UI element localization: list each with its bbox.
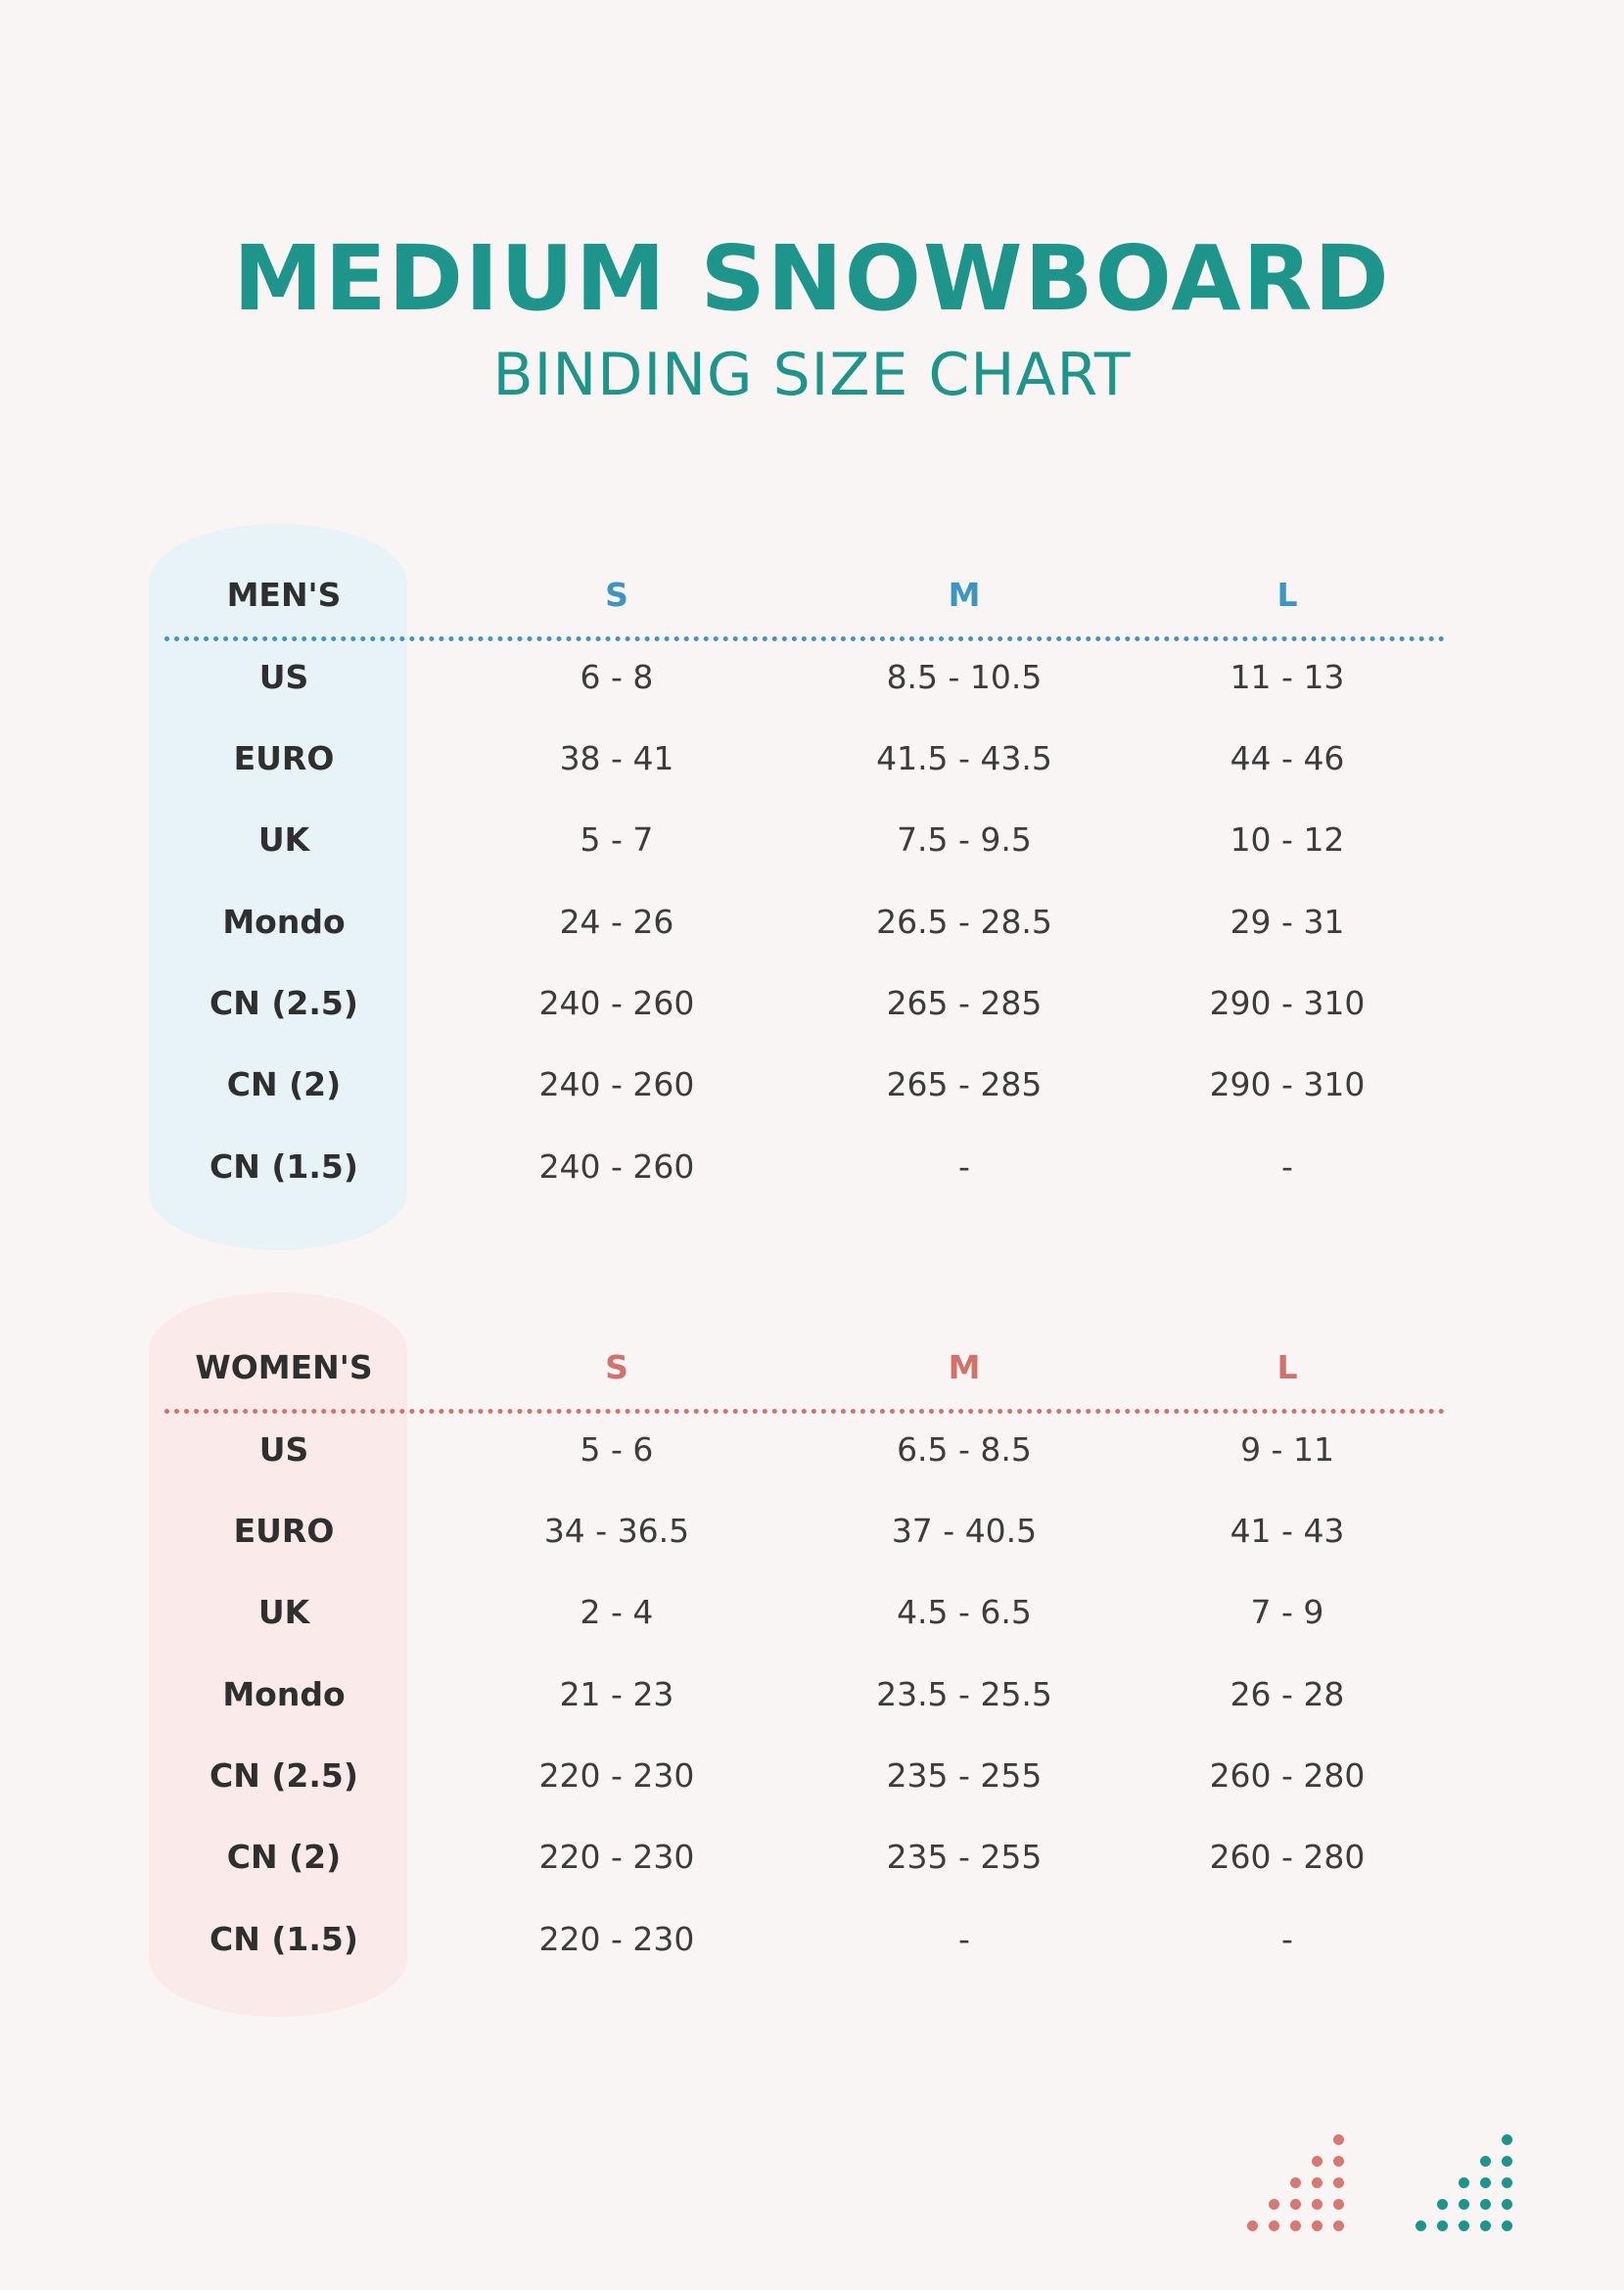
size-m-value: -: [958, 1147, 970, 1186]
mens-header-label: MEN'S: [226, 576, 342, 614]
table-row: [0, 1055, 1624, 1114]
size-s-value: 220 - 230: [538, 1920, 695, 1958]
decoration-dot: [1312, 2199, 1322, 2210]
decoration-dot: [1333, 2156, 1344, 2167]
size-m-value: 4.5 - 6.5: [897, 1593, 1032, 1631]
decoration-dot: [1290, 2220, 1301, 2231]
size-m-value: 7.5 - 9.5: [897, 820, 1032, 859]
size-s-value: 21 - 23: [559, 1675, 674, 1713]
row-label: US: [258, 658, 309, 696]
size-l-value: -: [1281, 1920, 1293, 1958]
row-label: CN (2.5): [209, 1756, 358, 1795]
size-m-value: 26.5 - 28.5: [876, 903, 1052, 941]
table-row: [0, 811, 1624, 869]
size-s-value: 2 - 4: [580, 1593, 654, 1631]
decoration-dot: [1502, 2177, 1512, 2188]
table-row: [0, 1828, 1624, 1887]
decoration-dot: [1333, 2199, 1344, 2210]
size-m-value: 265 - 285: [886, 1065, 1043, 1103]
row-label: CN (1.5): [209, 1147, 358, 1186]
decoration-dot: [1459, 2220, 1469, 2231]
table-row: [0, 648, 1624, 707]
womens-header-size-s: S: [605, 1348, 628, 1386]
table-row: [0, 1138, 1624, 1196]
size-l-value: 26 - 28: [1230, 1675, 1345, 1713]
size-s-value: 24 - 26: [559, 903, 674, 941]
table-row: [0, 974, 1624, 1033]
size-m-value: 41.5 - 43.5: [876, 739, 1052, 777]
mens-header-size-s: S: [605, 576, 628, 614]
title-block: [0, 225, 1624, 409]
row-label: EURO: [233, 1512, 335, 1550]
decoration-dot: [1269, 2199, 1279, 2210]
womens-header-size-m: M: [948, 1348, 981, 1386]
size-s-value: 220 - 230: [538, 1838, 695, 1876]
size-l-value: 10 - 12: [1230, 820, 1345, 859]
row-label: CN (2): [226, 1838, 342, 1876]
table-row: [0, 1910, 1624, 1969]
size-l-value: 290 - 310: [1209, 1065, 1366, 1103]
decoration-dot: [1502, 2156, 1512, 2167]
size-s-value: 34 - 36.5: [543, 1512, 690, 1550]
size-l-value: 29 - 31: [1230, 903, 1345, 941]
size-l-value: 260 - 280: [1209, 1838, 1366, 1876]
decoration-dot: [1290, 2199, 1301, 2210]
decoration-dot: [1502, 2199, 1512, 2210]
size-l-value: 290 - 310: [1209, 984, 1366, 1022]
size-s-value: 240 - 260: [538, 1147, 695, 1186]
row-label: UK: [257, 820, 310, 859]
decoration-dot: [1290, 2177, 1301, 2188]
size-l-value: 260 - 280: [1209, 1756, 1366, 1795]
table-row: [0, 1747, 1624, 1805]
size-s-value: 6 - 8: [580, 658, 654, 696]
size-m-value: 23.5 - 25.5: [876, 1675, 1052, 1713]
womens-header-row: [0, 1338, 1624, 1397]
decoration-dot: [1247, 2220, 1258, 2231]
size-m-value: 265 - 285: [886, 984, 1043, 1022]
mens-dotted-divider: [164, 636, 1445, 641]
size-m-value: 37 - 40.5: [891, 1512, 1038, 1550]
mens-header-size-m: M: [948, 576, 981, 614]
row-label: CN (2.5): [209, 984, 358, 1022]
table-row: [0, 1502, 1624, 1561]
womens-dotted-divider: [164, 1409, 1445, 1414]
table-row: [0, 1583, 1624, 1642]
size-l-value: 9 - 11: [1240, 1430, 1334, 1469]
decoration-dot: [1333, 2220, 1344, 2231]
decoration-dot: [1480, 2156, 1491, 2167]
decoration-dot: [1437, 2220, 1448, 2231]
row-label: CN (1.5): [209, 1920, 358, 1958]
row-label: UK: [257, 1593, 310, 1631]
womens-label-column-background: [149, 1292, 407, 2017]
decoration-dot: [1459, 2199, 1469, 2210]
size-s-value: 240 - 260: [538, 984, 695, 1022]
decoration-dot: [1502, 2134, 1512, 2145]
size-m-value: 235 - 255: [886, 1756, 1043, 1795]
page-title: MEDIUM SNOWBOARD: [233, 226, 1391, 331]
decoration-dot: [1333, 2134, 1344, 2145]
size-s-value: 5 - 7: [580, 820, 654, 859]
page-subtitle: BINDING SIZE CHART: [492, 341, 1132, 409]
decoration-dot: [1459, 2177, 1469, 2188]
decoration-dot: [1437, 2199, 1448, 2210]
table-row: [0, 1665, 1624, 1724]
size-l-value: -: [1281, 1147, 1293, 1186]
decoration-dot: [1415, 2220, 1426, 2231]
decoration-dot: [1312, 2177, 1322, 2188]
row-label: Mondo: [222, 903, 346, 941]
table-row: [0, 1421, 1624, 1479]
size-l-value: 7 - 9: [1250, 1593, 1324, 1631]
size-m-value: 8.5 - 10.5: [886, 658, 1043, 696]
womens-header-label: WOMEN'S: [195, 1348, 373, 1386]
size-m-value: -: [958, 1920, 970, 1958]
row-label: CN (2): [226, 1065, 342, 1103]
womens-header-size-l: L: [1276, 1348, 1298, 1386]
size-l-value: 11 - 13: [1230, 658, 1345, 696]
decoration-dot: [1480, 2199, 1491, 2210]
decoration-dot: [1480, 2177, 1491, 2188]
size-l-value: 41 - 43: [1230, 1512, 1345, 1550]
size-s-value: 220 - 230: [538, 1756, 695, 1795]
table-row: [0, 893, 1624, 952]
decoration-dot: [1269, 2220, 1279, 2231]
mens-header-row: [0, 566, 1624, 625]
size-m-value: 6.5 - 8.5: [897, 1430, 1032, 1469]
size-s-value: 38 - 41: [559, 739, 674, 777]
row-label: EURO: [233, 739, 335, 777]
mens-header-size-l: L: [1276, 576, 1298, 614]
table-row: [0, 729, 1624, 788]
row-label: US: [258, 1430, 309, 1469]
size-s-value: 240 - 260: [538, 1065, 695, 1103]
size-s-value: 5 - 6: [580, 1430, 654, 1469]
row-label: Mondo: [222, 1675, 346, 1713]
decoration-dot: [1480, 2220, 1491, 2231]
decoration-dot: [1333, 2177, 1344, 2188]
size-l-value: 44 - 46: [1230, 739, 1345, 777]
decoration-dot: [1502, 2220, 1512, 2231]
size-m-value: 235 - 255: [886, 1838, 1043, 1876]
decoration-dot: [1312, 2156, 1322, 2167]
decoration-dot: [1312, 2220, 1322, 2231]
